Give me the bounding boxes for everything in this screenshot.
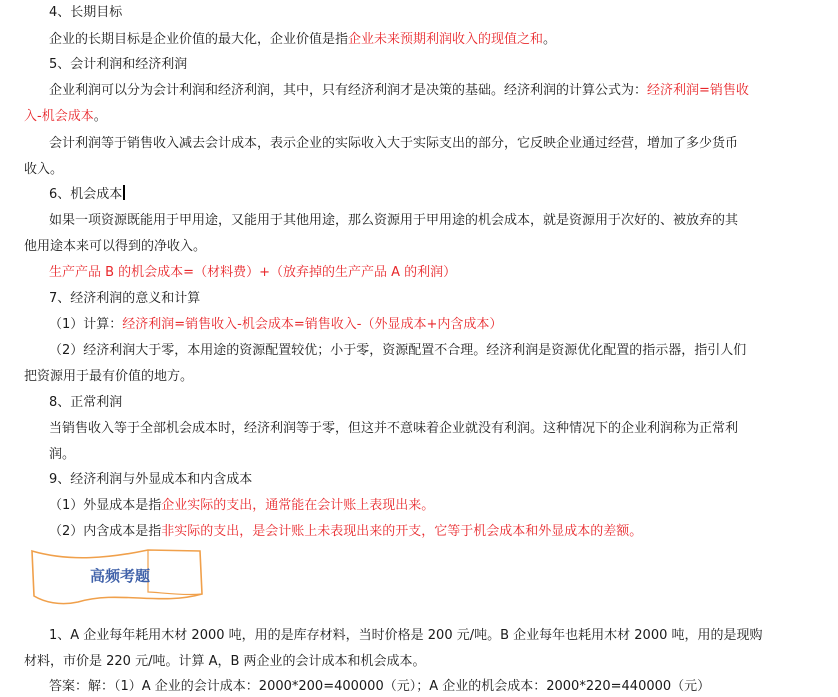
section-4-heading: 4、长期目标 — [49, 5, 123, 20]
section-7-item-1: （1）计算：经济利润=销售收入-机会成本=销售收入-（外显成本+内含成本） — [49, 317, 503, 332]
section-5-paragraph-1-line-2: 入-机会成本。 — [24, 109, 107, 124]
highlight-text: 经济利润=销售收 — [647, 83, 749, 98]
section-9-item-2: （2）内含成本是指非实际的支出，是会计账上未表现出来的开支，它等于机会成本和外显成本的差额。 — [49, 524, 643, 539]
section-5-paragraph-1-line-1: 企业利润可以分为会计利润和经济利润，其中，只有经济利润才是决策的基础。经济利润的计算公式为：经济利润=销售收 — [49, 83, 749, 98]
banner-title: 高频考题 — [89, 567, 150, 585]
section-8-paragraph-line-1: 当销售收入等于全部机会成本时，经济利润等于零，但这并不意味着企业就没有利润。这种情况下的企业利润称为正常利 — [49, 421, 739, 436]
section-8-paragraph-line-2: 润。 — [49, 447, 76, 462]
section-7-item-2-line-1: （2）经济利润大于零，本用途的资源配置较优；小于零，资源配置不合理。经济利润是资源优化配置的指示器，指引人们 — [49, 343, 747, 358]
section-7-item-2-line-2: 把资源用于最有价值的地方。 — [24, 369, 194, 384]
section-6-heading[interactable]: 6、机会成本 — [49, 185, 125, 205]
highlight-text: 经济利润=销售收入-机会成本=销售收入-（外显成本+内含成本） — [122, 317, 503, 332]
section-8-heading: 8、正常利润 — [49, 395, 123, 410]
question-1-line-1: 1、A 企业每年耗用木材 2000 吨，用的是库存材料，当时价格是 200 元/吨。B 企业每年也耗用木材 2000 吨，用的是现购 — [49, 628, 763, 643]
section-9-heading: 9、经济利润与外显成本和内含成本 — [49, 472, 253, 487]
section-5-heading: 5、会计利润和经济利润 — [49, 57, 188, 72]
highlight-text: 入-机会成本 — [24, 109, 94, 124]
section-5-paragraph-2-line-2: 收入。 — [24, 162, 64, 177]
section-9-item-1: （1）外显成本是指企业实际的支出，通常能在会计账上表现出来。 — [49, 498, 435, 513]
question-1-line-2: 材料，市价是 220 元/吨。计算 A，B 两企业的会计成本和机会成本。 — [24, 654, 426, 669]
section-7-heading: 7、经济利润的意义和计算 — [49, 291, 201, 306]
section-4-paragraph: 企业的长期目标是企业价值的最大化，企业价值是指企业未来预期利润收入的现值之和。 — [49, 32, 557, 47]
highlight-text: 非实际的支出，是会计账上未表现出来的开支，它等于机会成本和外显成本的差额。 — [161, 524, 643, 539]
section-5-paragraph-2-line-1: 会计利润等于销售收入减去会计成本，表示企业的实际收入大于实际支出的部分，它反映企业通过经营，增加了多少货币 — [49, 136, 739, 151]
highlight-text: 企业未来预期利润收入的现值之和 — [348, 32, 544, 47]
highlight-text: 企业实际的支出，通常能在会计账上表现出来。 — [161, 498, 435, 513]
answer-line-partial: 答案：解：（1）A 企业的会计成本：2000*200=400000（元）；A 企业的机会成本：2000*220=440000（元） — [49, 679, 711, 694]
section-6-paragraph-line-1: 如果一项资源既能用于甲用途，又能用于其他用途，那么资源用于甲用途的机会成本，就是资源用于次好的、被放弃的其 — [49, 213, 739, 228]
section-6-paragraph-line-2: 他用途本来可以得到的净收入。 — [24, 239, 207, 254]
frequent-questions-banner — [30, 548, 206, 606]
section-6-formula: 生产产品 B 的机会成本=（材料费）+（放弃掉的生产产品 A 的利润） — [49, 265, 457, 280]
text-cursor — [123, 185, 125, 200]
